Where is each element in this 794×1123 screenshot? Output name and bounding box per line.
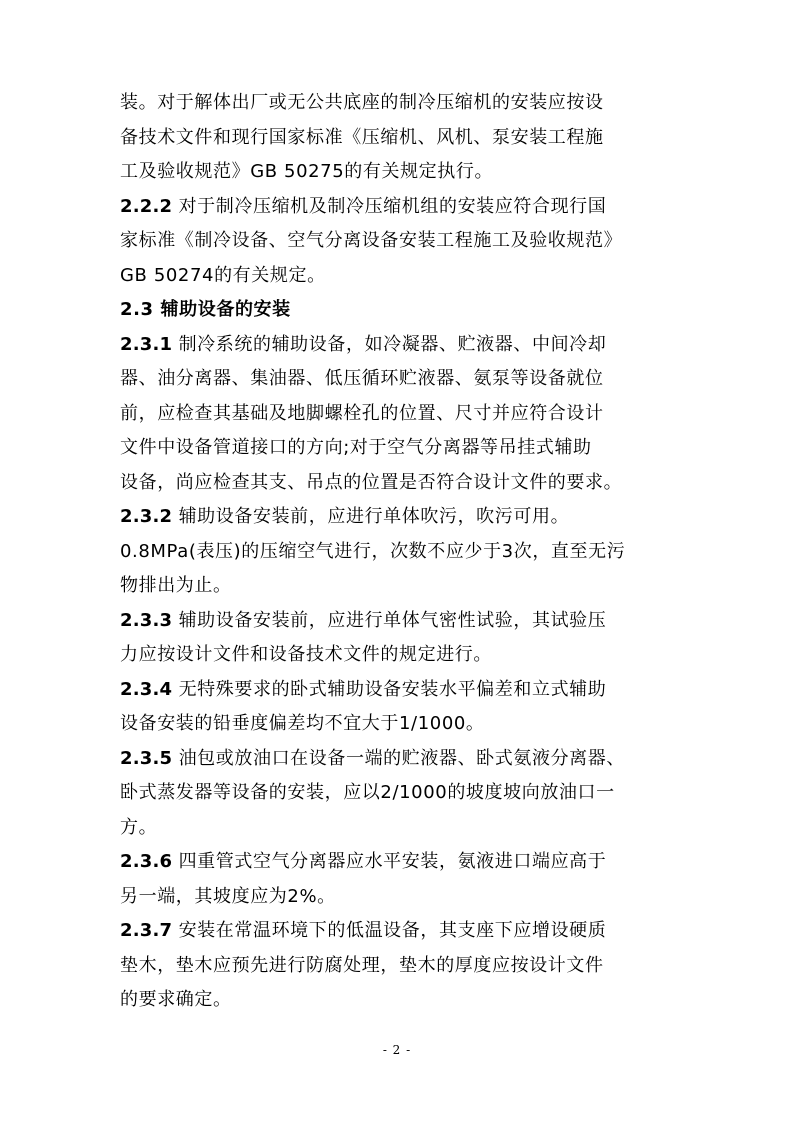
text-line: 油包或放油口在设备一端的贮液器、卧式氨液分离器、 — [172, 747, 625, 769]
text-line: 四重管式空气分离器应水平安装，氨液进口端应高于 — [172, 851, 607, 872]
text-line: 设备，尚应检查其支、吊点的位置是否符合设计文件的要求。 — [120, 471, 623, 493]
text-line: 装。对于解体出厂或无公共底座的制冷压缩机的安装应按设 — [120, 92, 604, 113]
text-line: 0.8MPa(表压)的压缩空气进行，次数不应少于3次，直至无污 — [120, 540, 626, 562]
text-line: 设备安装的铅垂度偏差均不宜大于1/1000。 — [120, 713, 485, 734]
text-line: 对于制冷压缩机及制冷压缩机组的安装应符合现行国 — [172, 195, 607, 217]
clause-2-3-7-first-line — [120, 914, 690, 949]
clause-number: 2.3.5 — [120, 747, 173, 769]
page-number: - 2 - — [382, 1043, 412, 1057]
clause-2-3-1-first-line — [120, 328, 690, 363]
clause-number: 2.3.6 — [120, 851, 173, 872]
clause-number: 2.2.2 — [120, 195, 173, 217]
text-line: 另一端，其坡度应为2%。 — [120, 885, 336, 907]
clause-2-3-4-first-line — [120, 673, 690, 708]
section-heading: 2.3 辅助设备的安装 — [120, 299, 291, 320]
text-line: 备技术文件和现行国家标准《压缩机、风机、泵安装工程施 — [120, 126, 604, 148]
text-line: 安装在常温环境下的低温设备，其支座下应增设硬质 — [172, 920, 607, 941]
text-line: 卧式蒸发器等设备的安装，应以2/1000的坡度坡向放油口一 — [120, 782, 615, 803]
text-line: 力应按设计文件和设备技术文件的规定进行。 — [120, 644, 492, 665]
text-line: 前，应检查其基础及地脚螺栓孔的位置、尺寸并应符合设计 — [120, 402, 604, 424]
text-line: 制冷系统的辅助设备，如冷凝器、贮液器、中间冷却 — [172, 333, 607, 355]
text-line: 物排出为止。 — [120, 575, 232, 596]
clause-2-3-2-first-line — [120, 500, 690, 535]
clause-number: 2.3.7 — [120, 920, 173, 941]
clause-number: 2.3.4 — [120, 678, 173, 700]
text-line: 方。 — [120, 816, 158, 838]
clause-2-3-3-first-line — [120, 604, 690, 639]
clause-2-3-5-first-line — [120, 742, 690, 777]
text-line: 家标准《制冷设备、空气分离设备安装工程施工及验收规范》 — [120, 230, 623, 251]
text-line: 工及验收规范》GB 50275的有关规定执行。 — [120, 161, 494, 182]
text-line: 文件中设备管道接口的方向;对于空气分离器等吊挂式辅助 — [120, 437, 592, 458]
document-body — [120, 86, 690, 1018]
text-line: GB 50274的有关规定。 — [120, 264, 326, 286]
text-line: 辅助设备安装前，应进行单体气密性试验，其试验压 — [172, 609, 607, 631]
text-line: 器、油分离器、集油器、低压循环贮液器、氨泵等设备就位 — [120, 368, 604, 389]
clause-number: 2.3.2 — [120, 506, 173, 527]
text-line: 无特殊要求的卧式辅助设备安装水平偏差和立式辅助 — [172, 678, 607, 700]
text-line: 垫木，垫木应预先进行防腐处理，垫木的厚度应按设计文件 — [120, 954, 604, 976]
clause-2-3-6-first-line — [120, 845, 690, 880]
text-line: 的要求确定。 — [120, 989, 232, 1010]
clause-2-2-2-first-line — [120, 190, 690, 225]
text-line: 辅助设备安装前，应进行单体吹污，吹污可用。 — [172, 506, 570, 527]
clause-number: 2.3.3 — [120, 609, 173, 631]
clause-number: 2.3.1 — [120, 333, 173, 355]
